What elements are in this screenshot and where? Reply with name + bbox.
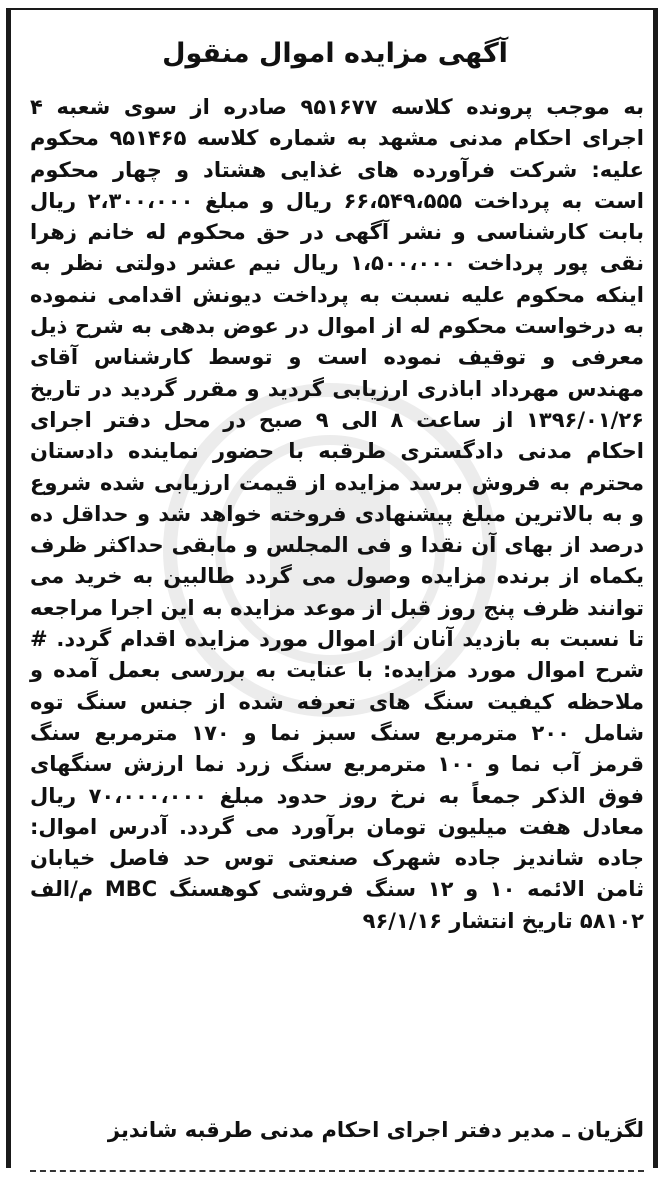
notice-body bbox=[30, 92, 644, 937]
notice-body-text: به موجب پرونده کلاسه ۹۵۱۶۷۷ صادره از سوی شعبه ۴ اجرای احکام مدنی مشهد به شماره کلاسه ۹۵۱۴۶۵ محکوم علیه: شرکت فرآورده های غذایی هشتاد و چهار محکوم است به پرداخت ۶۶،۵۴۹،۵۵۵ ریال و مبلغ ۲،۳۰۰،۰۰۰ ریال بابت کارشناسی و نشر آگهی در حق محکوم له خانم زهرا نقی پور پرداخت ۱،۵۰۰،۰۰۰ ریال نیم عشر دولتی نظر به اینکه محکوم علیه نسبت به پرداخت دیونش اقدامی ننموده به درخواست محکوم له از اموال در عوض بدهی به شرح ذیل معرفی و توقیف نموده است و توسط کارشناس آقای مهندس مهرداد اباذری ارزیابی گردید و مقرر گردید در تاریخ ۱۳۹۶/۰۱/۲۶ از ساعت ۸ الی ۹ صبح در محل دفتر اجرای احکام مدنی دادگستری طرقبه با حضور نماینده دادستان محترم به فروش برسد مزایده از قیمت ارزیابی شده شروع و به بالاترین مبلغ پیشنهادی فروخته خواهد شد و حداقل ده درصد از بهای آن نقدا و فی المجلس و مابقی حداکثر ظرف یکماه از برنده مزایده وصول می گردد طالبین به خرید می توانند ظرف پنج روز قبل از موعد مزایده به این اجرا مراجعه تا نسبت به بازدید آنان از اموال مورد مزایده اقدام گردد. # شرح اموال مورد مزایده: با عنایت به بررسی بعمل آمده و ملاحظه کیفیت سنگ های تعرفه شده از جنس سنگ توه شامل ۲۰۰ مترمربع سنگ سبز نما و ۱۷۰ مترمربع سنگ قرمز آب نما و ۱۰۰ مترمربع سنگ زرد نما ارزش سنگهای فوق الذکر جمعاً به نرخ روز حدود مبلغ ۷۰،۰۰۰،۰۰۰ ریال معادل هفت میلیون تومان برآورد می گردد. آدرس اموال: جاده شاندیز جاده شهرک صنعتی توس حد فاصل خیابان ثامن الائمه ۱۰ و ۱۲ سنگ فروشی کوهسنگ MBC م/الف ۵۸۱۰۲ تاریخ انتشار ۹۶/۱/۱۶ bbox=[30, 95, 644, 933]
notice-signature: لگزیان ـ مدیر دفتر اجرای احکام مدنی طرقبه شاندیز bbox=[107, 1118, 644, 1142]
bottom-divider bbox=[30, 1170, 644, 1172]
notice-title: آگهی مزایده اموال منقول bbox=[162, 38, 508, 69]
